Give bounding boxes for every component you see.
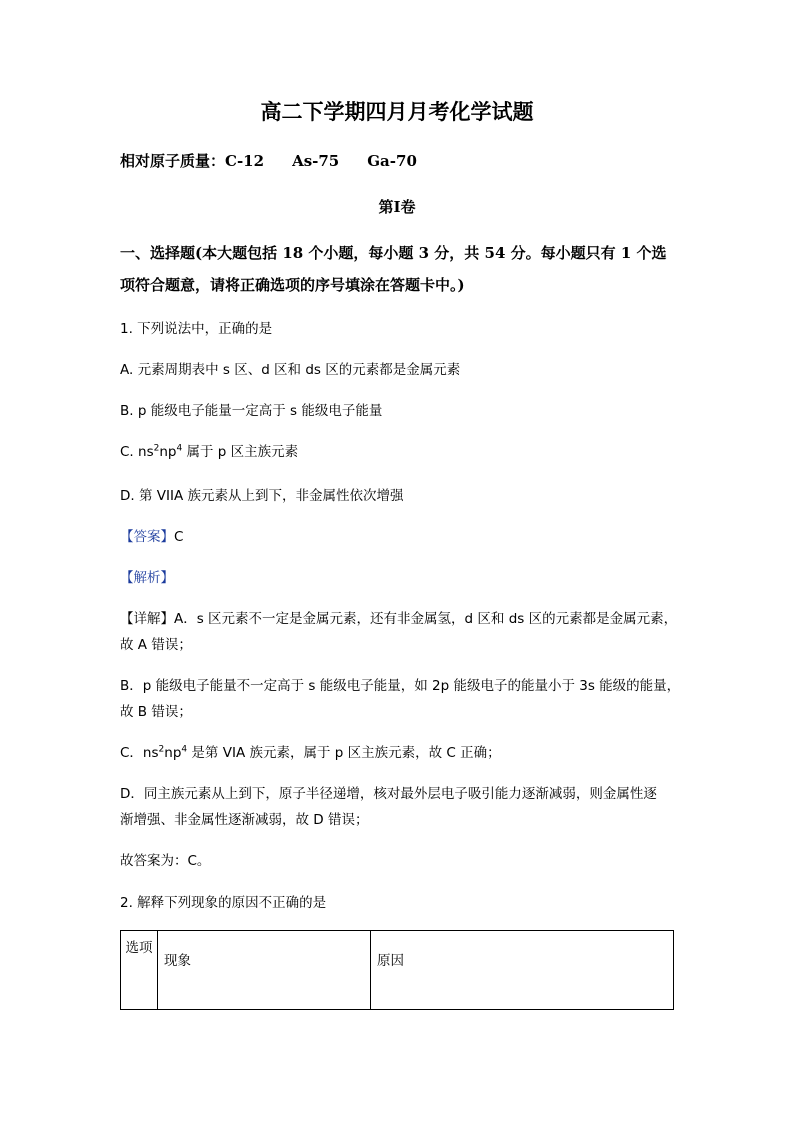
question-2-stem: 2. 解释下列现象的原因不正确的是 [120,895,327,911]
atomic-mass-label: 相对原子质量： [120,152,226,170]
explanation-a-line2: 故 A 错误； [120,637,192,653]
volume-heading: 第I卷 [378,198,416,216]
atomic-mass-line [120,150,417,171]
explanation-superscript: 4 [181,744,188,755]
conclusion: 故答案为：C。 [120,853,211,869]
question-1-option-d: D. 第 VIIA 族元素从上到下，非金属性依次增强 [120,488,404,504]
explanation-text: 是第 VIA 族元素，属于 p 区主族元素，故 C 正确； [187,745,501,761]
explanation-text: A．s 区元素不一定是金属元素，还有非金属氢，d 区和 ds 区的元素都是金属元素， [174,611,678,627]
question-1-option-a: A. 元素周期表中 s 区、d 区和 ds 区的元素都是金属元素 [120,362,461,378]
option-c-text: C. ns [120,444,154,460]
atomic-mass-as: As-75 [292,152,340,170]
answer-tag: 【答案】 [120,529,174,545]
answer-line [120,525,183,545]
explanation-d-line1: D．同主族元素从上到下，原子半径递增，核对最外层电子吸引能力逐渐减弱，则金属性逐 [120,786,657,802]
explanation-text: C．ns [120,745,159,761]
explanation-a-line1 [120,607,677,627]
question-1-stem: 1. 下列说法中，正确的是 [120,321,273,337]
page-title: 高二下学期四月月考化学试题 [260,99,534,124]
atomic-mass-ga: Ga-70 [367,152,417,170]
question-1-option-c [120,440,298,460]
answer-value: C [174,529,184,545]
section-instructions-line2: 项符合题意，请将正确选项的序号填涂在答题卡中。) [120,276,465,294]
question-1-option-b: B. p 能级电子能量一定高于 s 能级电子能量 [120,403,383,419]
option-c-superscript: 2 [153,443,160,454]
analysis-tag: 【解析】 [120,570,174,586]
table-header-option: 选项 [121,931,158,1010]
explanation-c [120,741,501,761]
detail-tag: 【详解】 [120,611,174,627]
section-instructions-line1: 一、选择题(本大题包括 18 个小题，每小题 3 分，共 54 分。每小题只有 1 个选 [120,244,667,262]
table-header-reason: 原因 [371,931,674,1010]
atomic-mass-c: C-12 [225,152,265,170]
table-header-row [121,931,674,1010]
option-c-text: 属于 p 区主族元素 [182,444,299,460]
explanation-d-line2: 渐增强、非金属性逐渐减弱，故 D 错误； [120,812,369,828]
table-header-phenomenon: 现象 [158,931,371,1010]
explanation-superscript: 2 [158,744,165,755]
explanation-text: np [164,745,182,761]
explanation-b-line1: B．p 能级电子能量不一定高于 s 能级电子能量，如 2p 能级电子的能量小于 3s 能级的能量， [120,678,681,694]
option-c-superscript: 4 [176,443,183,454]
explanation-b-line2: 故 B 错误； [120,704,192,720]
option-c-text: np [159,444,177,460]
question-2-table [120,930,674,1010]
